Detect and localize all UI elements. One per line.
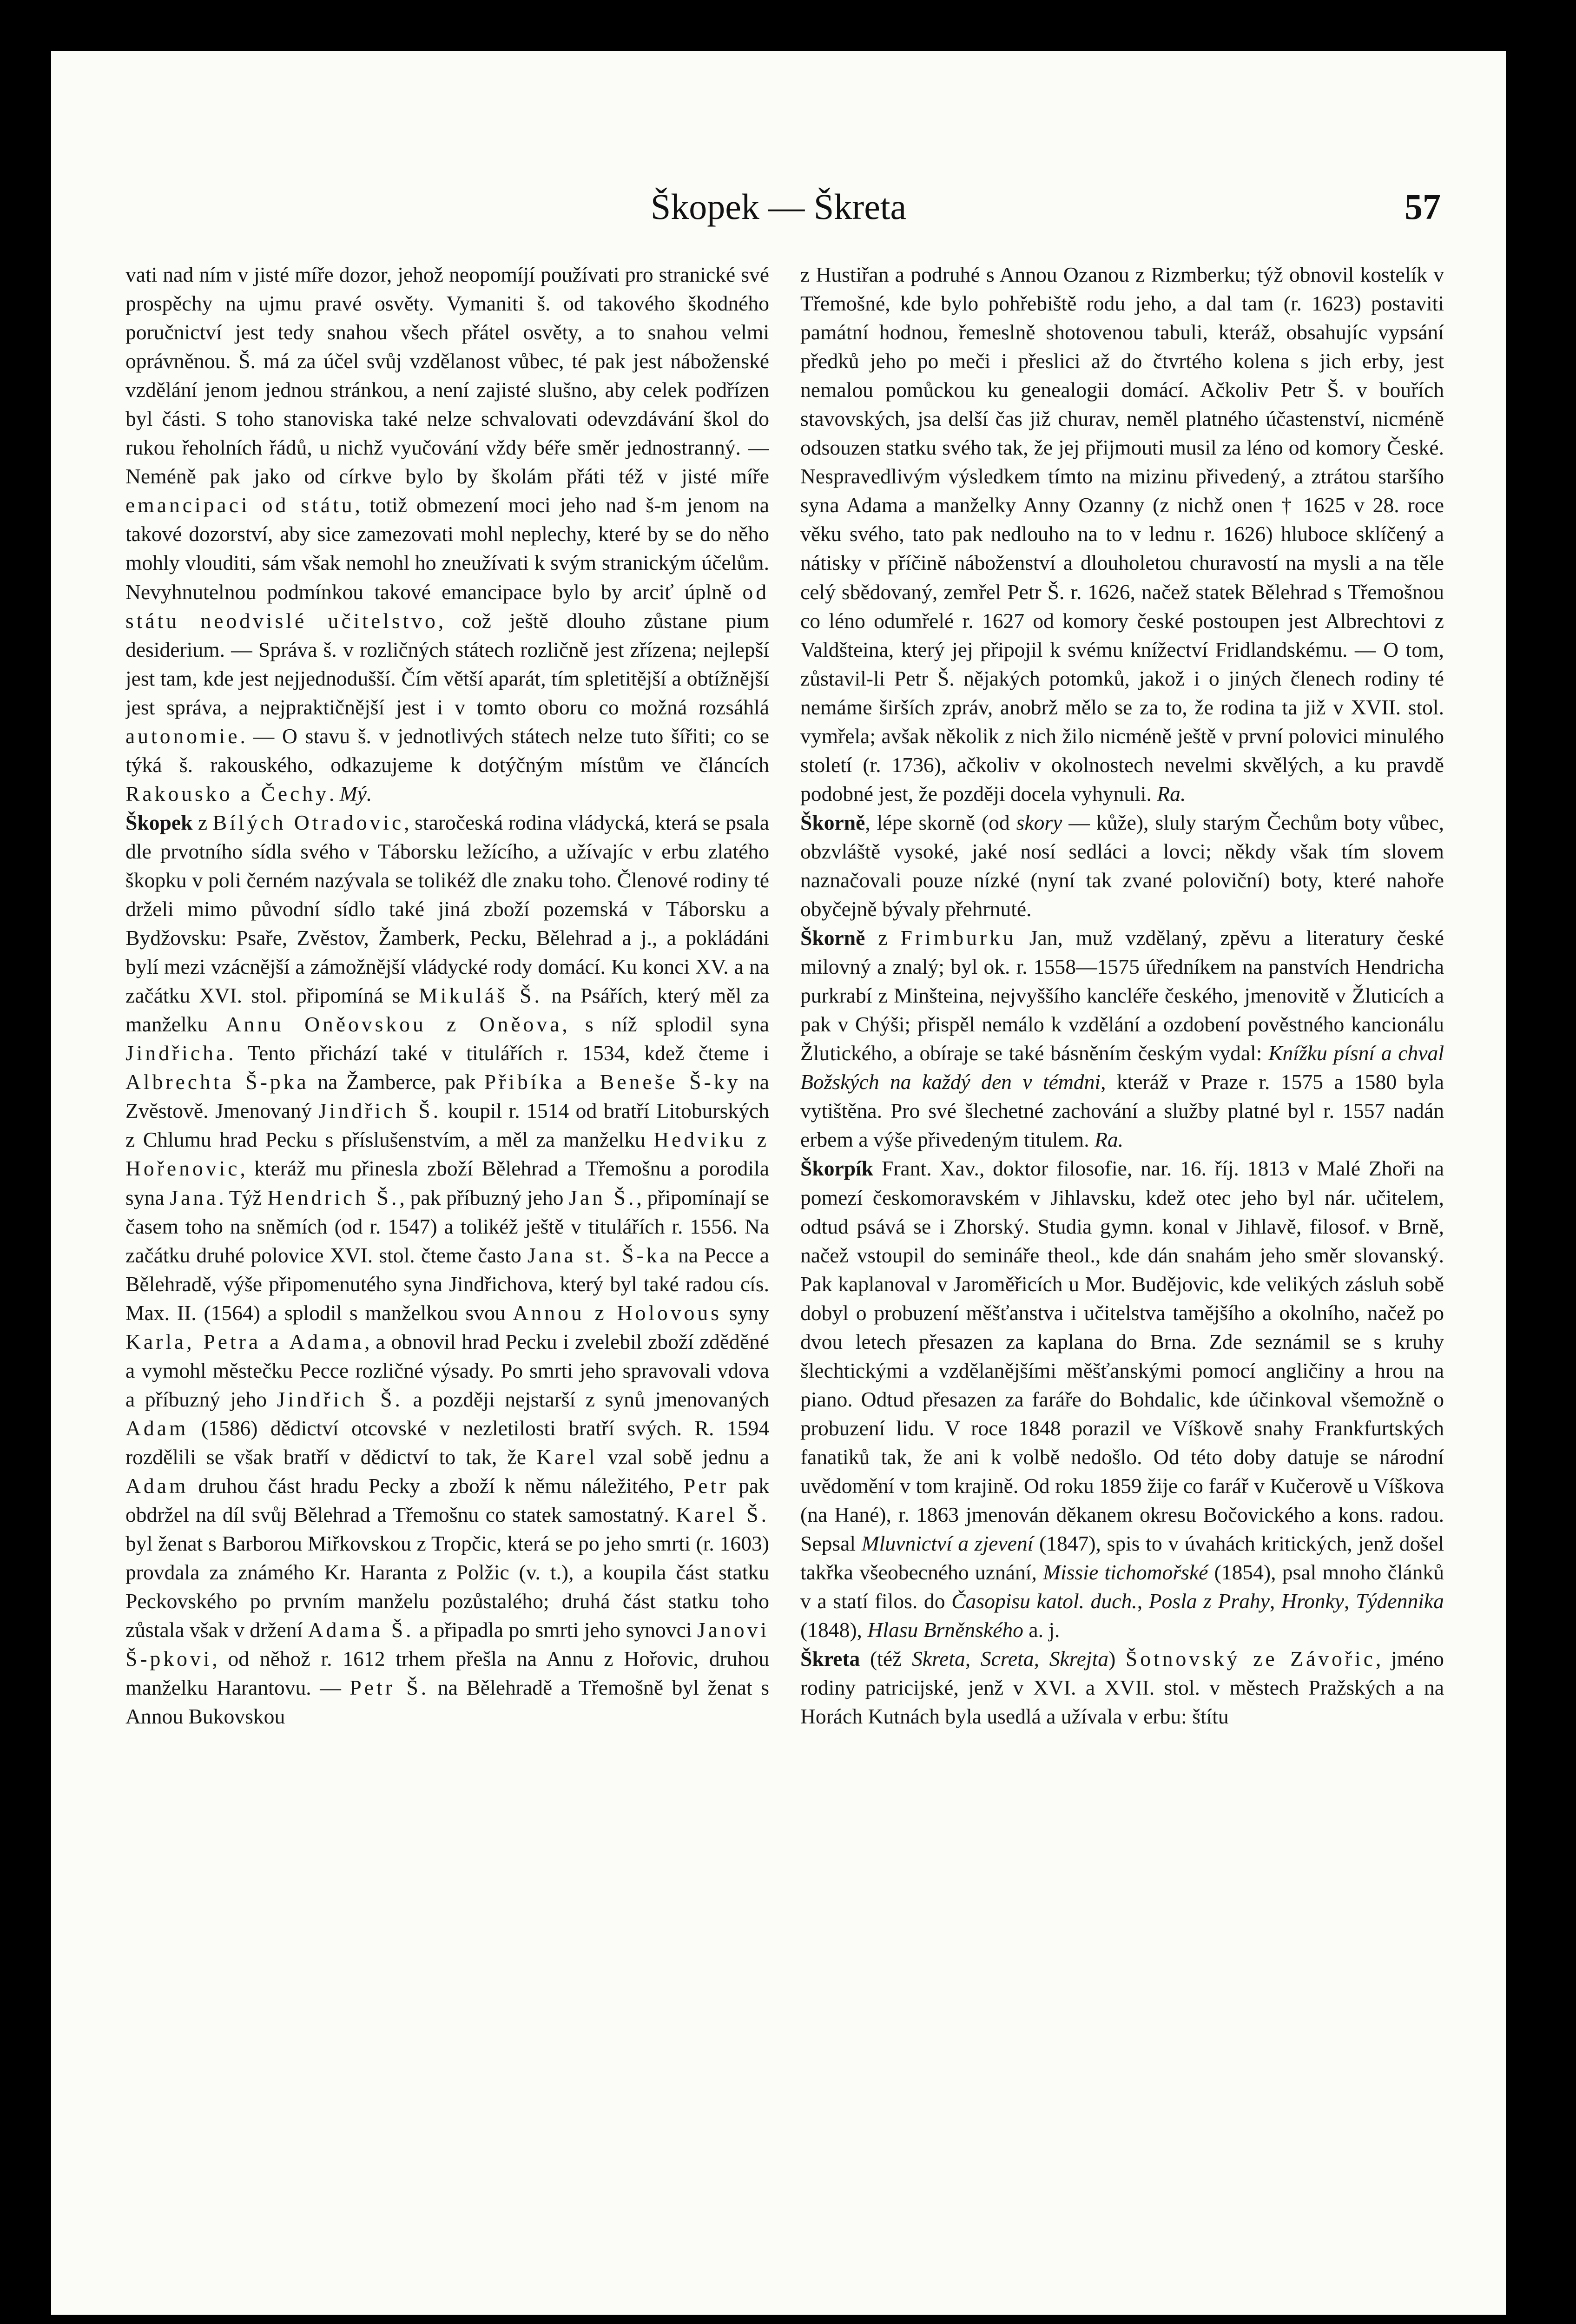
headword: Škorpík	[800, 1156, 874, 1181]
headword: Škreta	[800, 1647, 860, 1671]
article-continuation: vati nad ním v jisté míře dozor, jehož neopomíjí používati pro stranické své prospěchy na ujmu pravé osvěty. Vymaniti š. od takového škodného poručnictví jest tedy snahou všech přátel osvěty, a to snahou velmi oprávněnou. Š. má za účel svůj vzdělanost vůbec, té pak jest náboženské vzdělání jenom jednou stránkou, a není zajisté slušno, aby celek podřízen byl části. S toho stanoviska také nelze schvalovati odevzdávání škol do rukou řeholních řádů, u nichž vyučování vždy béře směr jednostranný. — Neméně pak jako od církve bylo by školám přáti též v jisté míře emancipaci od státu, totiž obmezení moci jeho nad š-m jenom na takové dozorství, aby sice zamezovati mohl neplechy, které by se do něho mohly vlouditi, sám však nemohl ho zneužívati k svým stranickým účelům. Nevyhnutelnou podmínkou takové emancipace bylo by arciť úplně od státu neodvislé učitelstvo, což ještě dlouho zůstane pium desiderium. — Správa š. v rozličných státech rozličně jest zřízena; nejlepší jest tam, kde jest nejjednodušší. Čím větší aparát, tím spletitější a obtížnější jest správa, a nejpraktičnější jest i v tomto oboru co možná rozsáhlá autonomie. — O stavu š. v jednotlivých státech nelze tuto šířiti; co se týká š. rakouského, odkazujeme k dotýčným místům ve článcích Rakousko a Čechy. Mý.	[125, 263, 769, 805]
entry-skorpik: Škorpík Frant. Xav., doktor filosofie, nar. 16. říj. 1813 v Malé Zhoři na pomezí českomoravském v Jihlavsku, kdež otec jeho byl nár. učitelem, odtud psává se i Zhorský. Studia gymn. konal v Jihlavě, filosof. v Brně, načež vstoupil do semináře theol., kde dán snahám jeho směr slovanský. Pak kaplanoval v Jaroměřicích u Mor. Budějovic, kde velikých zásluh sobě dobyl o probuzení měšťanstva i učitelstva tamějšího a okolního, načež po dvou letech přesazen za kaplana do Brna. Zde seznámil se s kruhy šlechtickými a vzdělanějšími měšťanskými pomocí angličiny a hrou na piano. Odtud přesazen za faráře do Bohdalic, kde účinkoval všemožně o probuzení lidu. V roce 1848 porazil ve Víškově snahy Frankfurtských fanatiků tak, že ani k volbě nedošlo. Od této doby datuje se národní uvědomění v tom krajině. Od roku 1859 žije co farář v Kučerově u Víškova (na Hané), r. 1863 jmenován děkanem okresu Bočovického a kons. radou. Sepsal Mluvnictví a zjevení (1847), spis to v úvahách kritických, jenž došel takřka všeobecného uznání, Missie tichomořské (1854), psal mnoho článků v a statí filos. do Časopisu katol. duch., Posla z Prahy, Hronky, Týdennika (1848), Hlasu Brněnského a. j.	[800, 1156, 1444, 1642]
author-signature: Ra.	[1095, 1128, 1124, 1152]
left-column	[125, 260, 769, 2273]
headword: Škopek	[125, 810, 193, 834]
headword: Škorně	[800, 926, 865, 950]
author-signature: Ra.	[1157, 781, 1186, 805]
author-signature: Mý.	[339, 781, 372, 805]
page	[51, 51, 1506, 2315]
right-column	[800, 260, 1444, 2273]
page-number: 57	[1405, 186, 1441, 227]
running-header	[51, 186, 1506, 237]
entry-skopek-continuation: z Hustiřan a podruhé s Annou Ozanou z Rizmberku; týž obnovil kostelík v Třemošné, kde bylo pohřebiště rodu jeho, a dal tam (r. 1623) postaviti památní hodnou, řemeslně shotovenou tabuli, kteráž, obsahujíc vypsání předků jeho po meči i přeslici až do čtvrtého kolena s jich erby, jest nemalou pomůckou ku genealogii domácí. Ačkoliv Petr Š. v bouřích stavovských, jsa delší čas již churav, neměl platného účastenství, nicméně odsouzen statku svého tak, že jej přijmouti musil za léno od komory České. Nespravedlivým výsledkem tímto na mizinu přivedený, a ztrátou staršího syna Adama a manželky Anny Ozanny (z nichž onen † 1625 v 28. roce věku svého, tato pak nedlouho na to v lednu r. 1626) hluboce sklíčený a nátisky v příčině náboženství a dlouholetou churavostí na mysli a na těle celý sbědovaný, zemřel Petr Š. r. 1626, načež statek Bělehrad s Třemošnou co léno odumřelé r. 1627 od komory české postoupen jest Albrechtovi z Valdšteina, který jej připojil k svému knížectví Fridlandskému. — O tom, zůstavil-li Petr Š. nějakých potomků, jakož i o jiných členech rodiny té nemáme širších zpráv, anobrž mělo se za to, že rodina ta již v XVII. stol. vymřela; avšak několik z nich žilo nicméně ještě v první polovici minulého století (r. 1736), ačkoliv v okolnostech nevelmi skvělých, a ku pravdě podobné jest, že později docela vyhynuli. Ra.	[800, 263, 1444, 805]
headword: Škorně	[800, 810, 865, 834]
page-title: Škopek — Škreta	[650, 186, 907, 227]
entry-skorne: Škorně, lépe skorně (od skory — kůže), sluly starým Čechům boty vůbec, obzvláště vysoké, jaké nosí sedláci a lovci; někdy však tím slovem naznačovali pouze nízké (nyní tak zvané poloviční) boty, které nahoře obyčejně bývaly přehrnuté.	[800, 810, 1444, 921]
entry-skorne-z-frimburku: Škorně z Frimburku Jan, muž vzdělaný, zpěvu a literatury české milovný a znalý; byl ok. r. 1558—1575 úředníkem na panstvích Hendricha purkrabí z Minšteina, nejvyššího kancléře českého, jmenovitě v Žluticích a pak v Chýši; přispěl nemálo k vzdělání a ozdobení pověstného kancionálu Žlutického, a obíraje se také básněním českým vydal: Knížku písní a chval Božských na každý den v témdni, kteráž v Praze r. 1575 a 1580 byla vytištěna. Pro své šlechetné zachování a služby platné byl r. 1557 nadán erbem a výše přivedeným titulem. Ra.	[800, 926, 1444, 1152]
entry-skopek: Škopek z Bílých Otradovic, staročeská rodina vládycká, která se psala dle prvotního sídla svého v Táborsku ležícího, a užívajíc v erbu zlatého škopku v poli černém nazývala se tolikéž dle znaku toho. Členové rodiny té drželi mimo původní sídlo také jiná zboží pozemská v Táborsku a Bydžovsku: Psaře, Zvěstov, Žamberk, Pecku, Bělehrad a j., a pokládáni bylí mezi vzácnější a zámožnější vládycké rody domácí. Ku konci XV. a na začátku XVI. stol. připomíná se Mikuláš Š. na Psářích, který měl za manželku Annu Oněovskou z Oněova, s níž splodil syna Jindřicha. Tento přichází také v titulářích r. 1534, kdež čteme i Albrechta Š-pka na Žamberce, pak Přibíka a Beneše Š-ky na Zvěstově. Jmenovaný Jindřich Š. koupil r. 1514 od bratří Litoburských z Chlumu hrad Pecku s příslušenstvím, a měl za manželku Hedviku z Hořenovic, kteráž mu přinesla zboží Bělehrad a Třemošnu a porodila syna Jana. Týž Hendrich Š., pak příbuzný jeho Jan Š., připomínají se časem toho na sněmích (od r. 1547) a tolikéž ještě v titulářích r. 1556. Na začátku druhé polovice XVI. stol. čteme často Jana st. Š-ka na Pecce a Bělehradě, výše připomenutého syna Jindřichova, který byl také radou cís. Max. II. (1564) a splodil s manželkou svou Annou z Holovous syny Karla, Petra a Adama, a obnovil hrad Pecku i zvelebil zboží zděděné a vymohl městečku Pecce rozličné výsady. Po smrti jeho spravovali vdova a příbuzný jeho Jindřich Š. a později nejstarší z synů jmenovaných Adam (1586) dědictví otcovské v nezletilosti bratří svých. R. 1594 rozdělili se však bratří v dědictví to tak, že Karel vzal sobě jednu a Adam druhou část hradu Pecky a zboží k němu náležitého, Petr pak obdržel na díl svůj Bělehrad a Třemošnu co statek samostatný. Karel Š. byl ženat s Barborou Miřkovskou z Tropčic, která se po jeho smrti (r. 1603) provdala za známého Kr. Haranta z Polžic (v. t.), a koupila část statku Peckovského po prvním manželu pozůstalého; druhá část statku toho zůstala však v držení Adama Š. a připadla po smrti jeho synovci Janovi Š-pkovi, od něhož r. 1612 trhem přešla na Annu z Hořovic, druhou manželku Harantovu. — Petr Š. na Bělehradě a Třemošně byl ženat s Annou Bukovskou	[125, 810, 769, 1729]
entry-skreta: Škreta (též Skreta, Screta, Skrejta) Šotnovský ze Závořic, jméno rodiny patricijské, jenž v XVI. a XVII. stol. v městech Pražských a na Horách Kutnách byla usedlá a užívala v erbu: štítu	[800, 1647, 1444, 1729]
